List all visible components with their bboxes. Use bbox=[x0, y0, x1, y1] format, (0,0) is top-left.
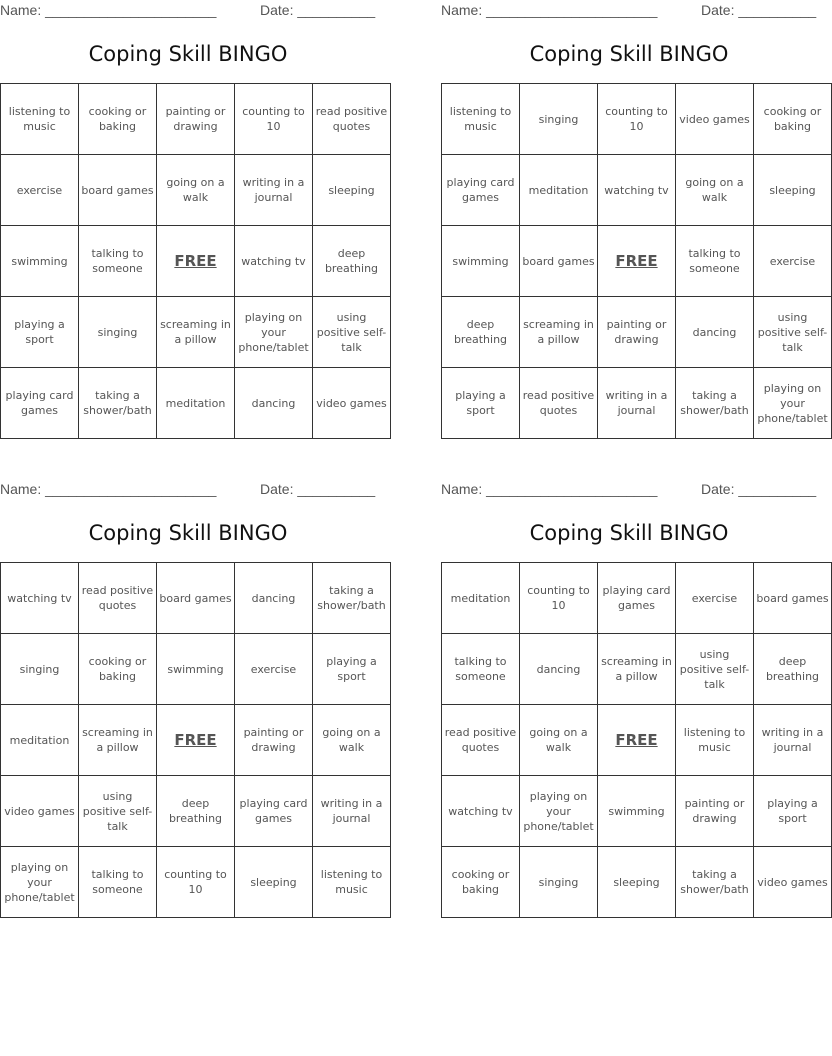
bingo-grid bbox=[0, 562, 391, 918]
bingo-row bbox=[442, 776, 832, 847]
bingo-cell: counting to 10 bbox=[598, 84, 676, 155]
bingo-row bbox=[442, 226, 832, 297]
bingo-row bbox=[1, 226, 391, 297]
bingo-cell: deep breathing bbox=[157, 776, 235, 847]
date-field-label: Date: __________ bbox=[701, 481, 817, 497]
bingo-row bbox=[442, 155, 832, 226]
bingo-cell: swimming bbox=[1, 226, 79, 297]
bingo-cell: taking a shower/bath bbox=[313, 563, 391, 634]
bingo-cell: counting to 10 bbox=[157, 847, 235, 918]
bingo-cell: exercise bbox=[1, 155, 79, 226]
bingo-row bbox=[442, 84, 832, 155]
bingo-cell: using positive self-talk bbox=[313, 297, 391, 368]
bingo-cell: playing a sport bbox=[313, 634, 391, 705]
bingo-cell: painting or drawing bbox=[157, 84, 235, 155]
free-space-cell: FREE bbox=[157, 226, 235, 297]
bingo-cell: watching tv bbox=[235, 226, 313, 297]
bingo-cell: counting to 10 bbox=[235, 84, 313, 155]
bingo-cell: taking a shower/bath bbox=[676, 368, 754, 439]
bingo-row bbox=[442, 705, 832, 776]
card-header bbox=[0, 479, 376, 501]
date-field-label: Date: __________ bbox=[260, 2, 376, 18]
bingo-cell: taking a shower/bath bbox=[676, 847, 754, 918]
name-field-label: Name: ______________________ bbox=[441, 481, 658, 497]
card-header bbox=[441, 479, 817, 501]
bingo-cell: playing card games bbox=[235, 776, 313, 847]
bingo-cell: video games bbox=[313, 368, 391, 439]
bingo-cell: cooking or baking bbox=[442, 847, 520, 918]
card-title: Coping Skill BINGO bbox=[88, 42, 288, 66]
bingo-cell: playing on your phone/tablet bbox=[1, 847, 79, 918]
bingo-cell: sleeping bbox=[313, 155, 391, 226]
bingo-cell: sleeping bbox=[754, 155, 832, 226]
bingo-cell: writing in a journal bbox=[598, 368, 676, 439]
bingo-cell: using positive self-talk bbox=[676, 634, 754, 705]
bingo-cell: swimming bbox=[157, 634, 235, 705]
bingo-cell: singing bbox=[520, 84, 598, 155]
bingo-cell: board games bbox=[520, 226, 598, 297]
bingo-cell: cooking or baking bbox=[79, 634, 157, 705]
bingo-cell: meditation bbox=[157, 368, 235, 439]
bingo-cell: video games bbox=[1, 776, 79, 847]
bingo-cell: watching tv bbox=[1, 563, 79, 634]
bingo-grid bbox=[0, 83, 391, 439]
bingo-cell: board games bbox=[754, 563, 832, 634]
card-header bbox=[0, 0, 376, 22]
bingo-cell: read positive quotes bbox=[313, 84, 391, 155]
bingo-cell: playing a sport bbox=[442, 368, 520, 439]
bingo-cell: going on a walk bbox=[520, 705, 598, 776]
card-title: Coping Skill BINGO bbox=[529, 521, 729, 545]
bingo-cell: writing in a journal bbox=[754, 705, 832, 776]
bingo-cell: using positive self-talk bbox=[79, 776, 157, 847]
bingo-cell: singing bbox=[79, 297, 157, 368]
bingo-cell: meditation bbox=[1, 705, 79, 776]
bingo-row bbox=[442, 563, 832, 634]
bingo-cell: watching tv bbox=[442, 776, 520, 847]
bingo-cell: playing on your phone/tablet bbox=[520, 776, 598, 847]
bingo-cell: counting to 10 bbox=[520, 563, 598, 634]
bingo-cell: painting or drawing bbox=[598, 297, 676, 368]
bingo-cell: board games bbox=[157, 563, 235, 634]
bingo-cell: sleeping bbox=[598, 847, 676, 918]
bingo-cell: playing card games bbox=[1, 368, 79, 439]
bingo-cell: talking to someone bbox=[79, 226, 157, 297]
bingo-cell: cooking or baking bbox=[79, 84, 157, 155]
card-header bbox=[441, 0, 817, 22]
bingo-cell: meditation bbox=[520, 155, 598, 226]
bingo-row bbox=[1, 847, 391, 918]
card-title: Coping Skill BINGO bbox=[88, 521, 288, 545]
bingo-cell: screaming in a pillow bbox=[79, 705, 157, 776]
bingo-cell: painting or drawing bbox=[676, 776, 754, 847]
bingo-cell: listening to music bbox=[676, 705, 754, 776]
name-field-label: Name: ______________________ bbox=[441, 2, 658, 18]
bingo-cell: board games bbox=[79, 155, 157, 226]
bingo-row bbox=[442, 634, 832, 705]
bingo-cell: using positive self-talk bbox=[754, 297, 832, 368]
bingo-row bbox=[1, 368, 391, 439]
bingo-row bbox=[442, 368, 832, 439]
bingo-cell: talking to someone bbox=[442, 634, 520, 705]
bingo-row bbox=[1, 563, 391, 634]
bingo-cell: talking to someone bbox=[79, 847, 157, 918]
bingo-cell: deep breathing bbox=[754, 634, 832, 705]
bingo-cell: read positive quotes bbox=[79, 563, 157, 634]
bingo-cell: going on a walk bbox=[157, 155, 235, 226]
bingo-row bbox=[442, 297, 832, 368]
bingo-cell: playing card games bbox=[598, 563, 676, 634]
bingo-row bbox=[1, 705, 391, 776]
bingo-row bbox=[1, 776, 391, 847]
bingo-card bbox=[0, 0, 388, 440]
bingo-row bbox=[1, 84, 391, 155]
bingo-cell: screaming in a pillow bbox=[157, 297, 235, 368]
bingo-cell: going on a walk bbox=[313, 705, 391, 776]
bingo-cell: playing on your phone/tablet bbox=[754, 368, 832, 439]
bingo-cell: talking to someone bbox=[676, 226, 754, 297]
bingo-row bbox=[442, 847, 832, 918]
bingo-card bbox=[441, 479, 829, 919]
bingo-cell: listening to music bbox=[1, 84, 79, 155]
bingo-cell: singing bbox=[1, 634, 79, 705]
date-field-label: Date: __________ bbox=[260, 481, 376, 497]
name-field-label: Name: ______________________ bbox=[0, 2, 217, 18]
bingo-card bbox=[0, 479, 386, 919]
bingo-cell: writing in a journal bbox=[235, 155, 313, 226]
bingo-cell: swimming bbox=[442, 226, 520, 297]
bingo-cell: dancing bbox=[676, 297, 754, 368]
bingo-cell: dancing bbox=[520, 634, 598, 705]
bingo-card bbox=[441, 0, 828, 440]
bingo-cell: listening to music bbox=[442, 84, 520, 155]
bingo-cell: playing a sport bbox=[754, 776, 832, 847]
bingo-cell: dancing bbox=[235, 368, 313, 439]
bingo-row bbox=[1, 297, 391, 368]
bingo-cell: going on a walk bbox=[676, 155, 754, 226]
bingo-cell: listening to music bbox=[313, 847, 391, 918]
free-space-cell: FREE bbox=[598, 226, 676, 297]
bingo-cell: sleeping bbox=[235, 847, 313, 918]
bingo-cell: video games bbox=[754, 847, 832, 918]
bingo-cell: writing in a journal bbox=[313, 776, 391, 847]
bingo-cell: painting or drawing bbox=[235, 705, 313, 776]
bingo-cell: meditation bbox=[442, 563, 520, 634]
bingo-cell: read positive quotes bbox=[442, 705, 520, 776]
bingo-cell: exercise bbox=[754, 226, 832, 297]
bingo-row bbox=[1, 634, 391, 705]
bingo-cell: playing on your phone/tablet bbox=[235, 297, 313, 368]
bingo-cell: read positive quotes bbox=[520, 368, 598, 439]
bingo-cell: exercise bbox=[235, 634, 313, 705]
bingo-cell: screaming in a pillow bbox=[598, 634, 676, 705]
free-space-cell: FREE bbox=[157, 705, 235, 776]
bingo-cell: singing bbox=[520, 847, 598, 918]
bingo-grid bbox=[441, 83, 832, 439]
bingo-cell: screaming in a pillow bbox=[520, 297, 598, 368]
bingo-cell: playing card games bbox=[442, 155, 520, 226]
bingo-cell: cooking or baking bbox=[754, 84, 832, 155]
bingo-cell: playing a sport bbox=[1, 297, 79, 368]
bingo-grid bbox=[441, 562, 832, 918]
free-space-cell: FREE bbox=[598, 705, 676, 776]
bingo-cell: deep breathing bbox=[442, 297, 520, 368]
bingo-cell: video games bbox=[676, 84, 754, 155]
bingo-cell: taking a shower/bath bbox=[79, 368, 157, 439]
bingo-row bbox=[1, 155, 391, 226]
card-title: Coping Skill BINGO bbox=[529, 42, 729, 66]
bingo-cell: dancing bbox=[235, 563, 313, 634]
bingo-cell: swimming bbox=[598, 776, 676, 847]
bingo-cell: exercise bbox=[676, 563, 754, 634]
name-field-label: Name: ______________________ bbox=[0, 481, 217, 497]
bingo-cell: deep breathing bbox=[313, 226, 391, 297]
date-field-label: Date: __________ bbox=[701, 2, 817, 18]
bingo-cell: watching tv bbox=[598, 155, 676, 226]
